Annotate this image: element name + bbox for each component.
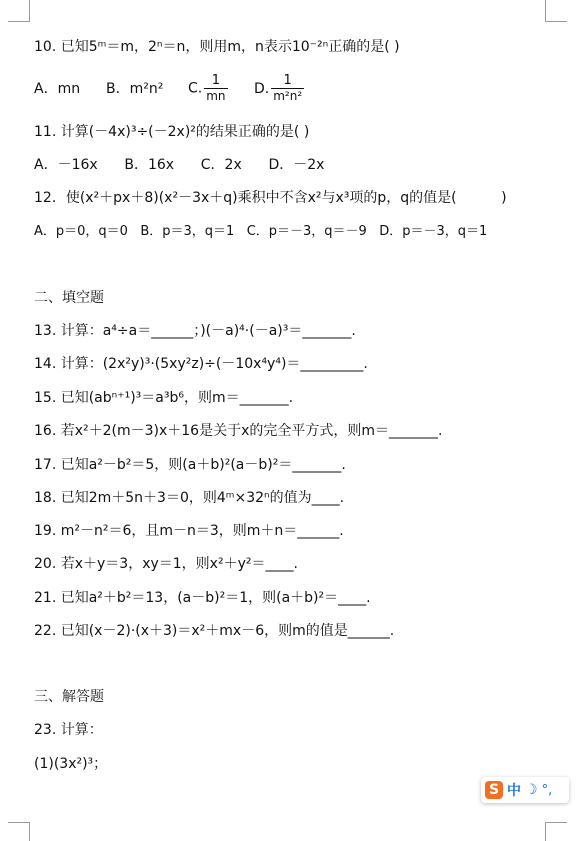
question-12-options: A．p＝0，q＝0 B．p＝3，q＝1 C．p＝－3，q＝－9 D．p＝－3，q＝1: [34, 224, 488, 239]
question-14: 14. 计算：(2x²y)³·(5xy²z)÷(－10x⁴y⁴)＝_________.: [34, 356, 368, 372]
corner-mark-top-left: [29, 0, 30, 22]
question-17: 17. 已知a²－b²＝5，则(a＋b)²(a－b)²＝_______.: [34, 457, 346, 473]
question-19: 19. m²－n²＝6，且m－n＝3，则m＋n＝______.: [34, 523, 344, 539]
corner-mark-top-right-h: [545, 21, 567, 22]
ime-toolbar[interactable]: [481, 777, 569, 803]
corner-mark-bottom-left-h: [8, 822, 30, 823]
fraction-c: $\frac{1}{mn}$: [206, 73, 226, 103]
question-18: 18. 已知2m＋5n＋3＝0，则4ᵐ×32ⁿ的值为____.: [34, 490, 345, 506]
option-c: C. $\frac{1}{mn}$: [188, 73, 226, 103]
question-10: 10. 已知5ᵐ＝m，2ⁿ＝n，则用m，n表示10⁻²ⁿ正确的是( ): [34, 39, 400, 55]
question-11-options: A．－16x B．16x C．2x D．－2x: [34, 157, 325, 173]
corner-mark-bottom-left: [29, 822, 30, 841]
question-21: 21. 已知a²＋b²＝13，(a－b)²＝1，则(a＋b)²＝____.: [34, 590, 371, 606]
corner-mark-top-right: [545, 0, 546, 22]
corner-mark-top-left-h: [8, 21, 30, 22]
question-15: 15. 已知(abⁿ⁺¹)³＝a³b⁶，则m＝_______.: [34, 390, 294, 406]
section-heading-fill-in: 二、填空题: [34, 290, 104, 306]
corner-mark-bottom-right-h: [545, 822, 567, 823]
question-23: 23. 计算：: [34, 722, 103, 738]
ime-logo-icon[interactable]: S: [485, 781, 503, 799]
moon-icon[interactable]: ☽: [525, 782, 538, 798]
question-23-part-1: (1)(3x²)³；: [34, 756, 108, 772]
question-20: 20. 若x＋y＝3，xy＝1，则x²＋y²＝____.: [34, 556, 298, 572]
question-13: 13. 计算：a⁴÷a＝______；)(－a)⁴·(－a)³＝_______.: [34, 323, 356, 339]
fraction-d: $\frac{1}{\text{m²n²}}$: [273, 73, 303, 103]
section-heading-solve: 三、解答题: [34, 689, 104, 705]
punctuation-toggle[interactable]: °,: [541, 782, 553, 798]
corner-mark-bottom-right: [545, 822, 546, 841]
option-a: A．mn: [34, 80, 81, 97]
question-12: 12．使(x²＋px＋8)(x²－3x＋q)乘积中不含x²与x³项的p，q的值是( ): [34, 190, 507, 206]
question-16: 16. 若x²＋2(m－3)x＋16是关于x的完全平方式，则m＝_______.: [34, 423, 443, 439]
ime-mode-toggle[interactable]: 中: [507, 783, 521, 799]
question-11: 11. 计算(－4x)³÷(－2x)²的结果正确的是( ): [34, 124, 310, 140]
question-10-options: [34, 74, 306, 103]
option-b: B．m²n²: [106, 80, 164, 97]
question-22: 22. 已知(x－2)·(x＋3)＝x²＋mx－6，则m的值是______.: [34, 623, 395, 639]
option-d: D. $\frac{1}{\text{m²n²}}$: [254, 73, 303, 103]
